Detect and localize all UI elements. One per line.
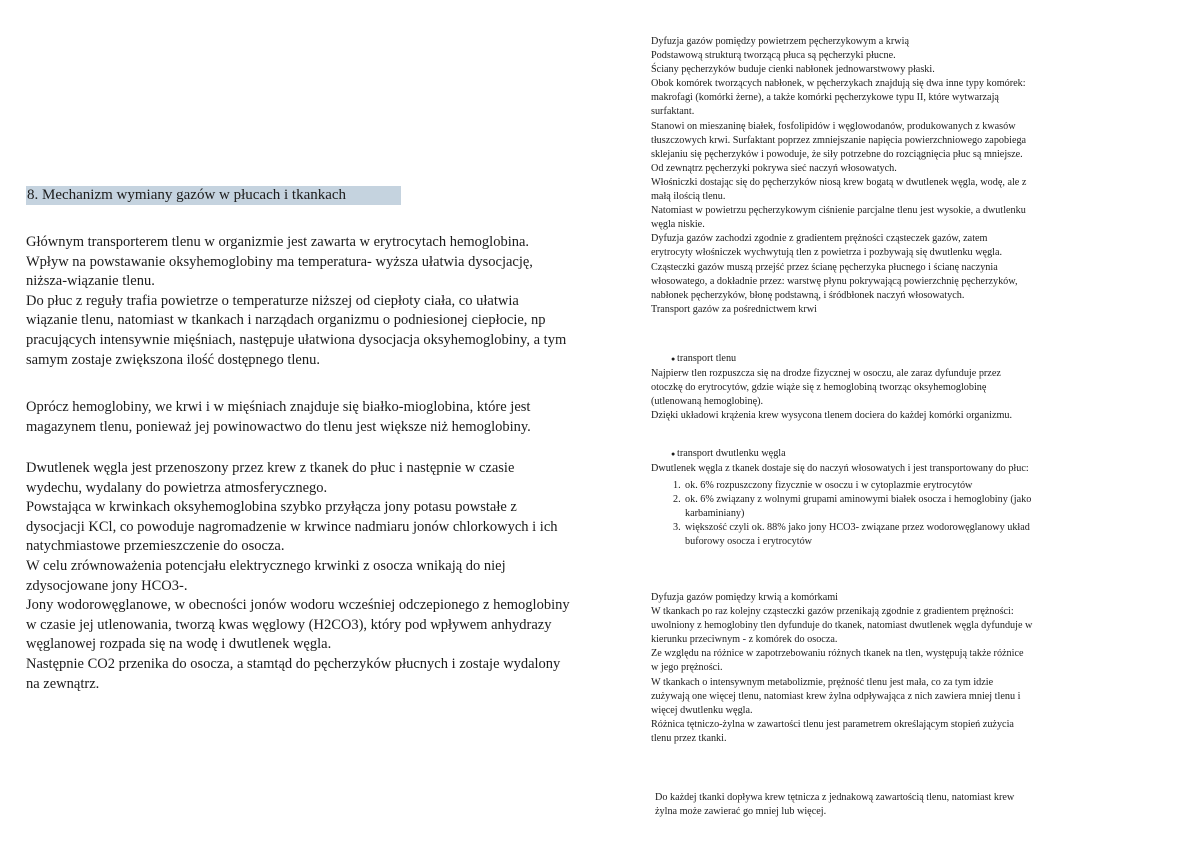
list-number: 1.: [673, 480, 681, 491]
text-line: włosowatego, a dokładnie przez: warstwę płynu pokrywającą powierzchnię pęcherzyków,: [651, 275, 1018, 287]
bullet-co2: [651, 447, 1103, 461]
text-line: Natomiast w powietrzu pęcherzykowym ciśnienie parcjalne tlenu jest wysokie, a dwutlenku: [651, 205, 1026, 217]
text-line: (utlenowaną hemoglobinę).: [651, 396, 764, 408]
alveolar-diffusion-text: [651, 35, 1103, 317]
text-line: natychmiastowe przemieszczenie do osocza.: [26, 538, 285, 555]
list-item: buforowy osocza i erytrocytów: [685, 536, 813, 548]
text-line: węgla niskie.: [651, 219, 705, 231]
text-line: wiązanie tlenu, natomiast w tkankach i narządach organizmu o podniesionej ciepłocie, np: [26, 312, 546, 329]
text-line: węglanowej rozpada się na wodę i dwutlenek węgla.: [26, 636, 332, 653]
text-line: Obok komórek tworzących nabłonek, w pęcherzykach znajdują się dwa inne typy komórek:: [651, 78, 1026, 90]
list-number: 3.: [673, 522, 681, 534]
text-line: sklejaniu się pęcherzyków i powoduje, że siły potrzebne do rozciągnięcia płuc są mniejsze.: [651, 148, 1023, 160]
text-line: tłuszczowych krwi. Surfaktant poprzez zmniejszanie napięcia powierzchniowego zapobiega: [651, 134, 1027, 146]
bullet-oxygen: [651, 352, 1103, 366]
text-line: Dyfuzja gazów zachodzi zgodnie z gradientem prężności cząsteczek gazów, zatem: [651, 233, 988, 245]
text-line: Dyfuzja gazów pomiędzy powietrzem pęcherzykowym a krwią: [651, 36, 909, 47]
paragraph-myoglobin: [26, 398, 626, 437]
text-line: samym zostaje zwiększona ilość dostępnego tlenu.: [26, 351, 320, 368]
list-item: karbaminiany): [685, 508, 745, 520]
text-line: magazynem tlenu, ponieważ jej powinowactwo do tlenu jest większe niż hemoglobiny.: [26, 418, 531, 435]
text-line: erytrocyty włośniczek wychwytują tlen z powietrza i pozbywają się dwutlenku węgla.: [651, 247, 1003, 259]
text-line: kierunku przeciwnym - z komórek do osocza.: [651, 634, 838, 646]
text-line: żylna może zawierać go mniej lub więcej.: [655, 806, 827, 818]
text-line: w jego prężności.: [651, 662, 723, 674]
text-line: w czasie jej utlenowania, tworzą kwas węglowy (H2CO3), który pod wpływem anhydrazy: [26, 616, 552, 633]
text-line: nabłonek pęcherzyków, błonę podstawną, i śródbłonek naczyń włosowatych.: [651, 289, 965, 301]
text-line: tlenu przez tkanki.: [651, 732, 727, 744]
text-line: W tkankach o intensywnym metabolizmie, prężność tlenu jest mała, co za tym idzie: [651, 676, 994, 688]
text-line: Włośniczki dostając się do pęcherzyków niosą krew bogatą w dwutlenek węgla, wodę, ale z: [651, 176, 1027, 188]
text-line: Dyfuzja gazów pomiędzy krwią a komórkami: [651, 592, 838, 603]
text-line: W celu zrównoważenia potencjału elektrycznego krwinki z osocza wnikają do niej: [26, 557, 506, 574]
co2-numbered-list: [651, 479, 1103, 549]
bullet-item: ● transport dwutlenku węgla: [651, 447, 1103, 461]
text-line: dysocjacji KCl, co powoduje nagromadzenie w krwince nadmiaru jonów chlorkowych i ich: [26, 518, 558, 535]
list-item: 1. ok. 6% rozpuszczony fizycznie w osoczu i w cytoplazmie erytrocytów: [651, 479, 1103, 493]
text-line: Różnica tętniczo-żylna w zawartości tlenu jest parametrem określającym stopień zużycia: [651, 718, 1014, 730]
tissue-diffusion-text: [651, 591, 1103, 746]
section-heading: 8. Mechanizm wymiany gazów w płucach i tkankach: [26, 186, 401, 205]
text-line: wydechu, wydalany do powietrza atmosferycznego.: [26, 479, 328, 496]
text-line: Podstawową strukturą tworzącą płuca są pęcherzyki płucne.: [651, 50, 896, 62]
text-line: Dwutlenek węgla jest przenoszony przez krew z tkanek do płuc i następnie w czasie: [26, 460, 515, 476]
list-number: 2.: [673, 494, 681, 506]
text-line: małą ilością tlenu.: [651, 191, 726, 203]
list-item: 3. większość czyli ok. 88% jako jony HCO3- związane przez wodorowęglanowy układ: [651, 521, 1103, 535]
text-line: zużywają one więcej tlenu, natomiast krew żylna odpływająca z nich zawiera mniej tlenu i: [651, 690, 1021, 702]
text-line: Jony wodorowęglanowe, w obecności jonów wodoru wcześniej odczepionego z hemoglobiny: [26, 597, 570, 614]
list-item: 2. ok. 6% związany z wolnymi grupami aminowymi białek osocza i hemoglobiny (jako: [651, 493, 1103, 507]
text-line: na zewnątrz.: [26, 675, 100, 692]
text-line: Od zewnątrz pęcherzyki pokrywa sieć naczyń włosowatych.: [651, 162, 897, 174]
paragraph-co2-transport: [26, 459, 626, 694]
text-line: uwolniony z hemoglobiny tlen dyfunduje do tkanek, natomiast dwutlenek węgla dyfunduje w: [651, 620, 1033, 632]
text-line: Ze względu na różnice w zapotrzebowaniu różnych tkanek na tlen, występują także różnice: [651, 648, 1024, 660]
text-line: Transport gazów za pośrednictwem krwi: [651, 303, 817, 315]
text-line: Powstająca w krwinkach oksyhemoglobina szybko przyłącza jony potasu powstałe z: [26, 499, 517, 516]
text-line: Stanowi on mieszaninę białek, fosfolipidów i węglowodanów, produkowanych z kwasów: [651, 120, 1016, 132]
text-line: Dwutlenek węgla z tkanek dostaje się do naczyń włosowatych i jest transportowany do płuc:: [651, 463, 1029, 474]
text-line: pracujących intensywnie mięśniach, następuje ułatwiona dysocjacja oksyhemoglobiny, a tym: [26, 331, 567, 348]
text-line: Wpływ na powstawanie oksyhemoglobiny ma temperatura- wyższa ułatwia dysocjację,: [26, 253, 533, 270]
closing-note: [655, 791, 1107, 819]
text-line: surfaktant.: [651, 106, 695, 118]
text-line: niższa-wiązanie tlenu.: [26, 273, 155, 290]
bullet-item: ● transport tlenu: [651, 352, 1103, 366]
text-line: Cząsteczki gazów muszą przejść przez ścianę pęcherzyka płucnego i ścianę naczynia: [651, 261, 998, 273]
text-line: otoczkę do erytrocytów, gdzie wiąże się z hemoglobiną tworząc oksyhemoglobinę: [651, 382, 987, 394]
text-line: Do każdej tkanki dopływa krew tętnicza z jednakową zawartością tlenu, natomiast krew: [655, 792, 1015, 803]
text-line: zdysocjowane jony HCO3-.: [26, 577, 188, 594]
co2-intro: [651, 462, 1103, 476]
oxygen-transport-text: [651, 367, 1103, 423]
text-line: Oprócz hemoglobiny, we krwi i w mięśniach znajduje się białko-mioglobina, które jest: [26, 399, 531, 415]
text-line: Następnie CO2 przenika do osocza, a stamtąd do pęcherzyków płucnych i zostaje wydalony: [26, 655, 561, 672]
text-line: Dzięki układowi krążenia krew wysycona tlenem dociera do każdej komórki organizmu.: [651, 410, 1013, 422]
text-line: W tkankach po raz kolejny cząsteczki gazów przenikają zgodnie z gradientem prężności:: [651, 606, 1014, 618]
text-line: Głównym transporterem tlenu w organizmie jest zawarta w erytrocytach hemoglobina.: [26, 234, 530, 250]
text-line: więcej dwutlenku węgla.: [651, 704, 753, 716]
text-line: Najpierw tlen rozpuszcza się na drodze fizycznej w osoczu, ale zaraz dyfunduje przez: [651, 368, 1001, 379]
text-line: Ściany pęcherzyków buduje cienki nabłonek jednowarstwowy płaski.: [651, 64, 935, 76]
text-line: Do płuc z reguły trafia powietrze o temperaturze niższej od ciepłoty ciała, co ułatwia: [26, 292, 519, 309]
text-line: makrofagi (komórki żerne), a także komórki pęcherzykowe typu II, które wytwarzają: [651, 92, 999, 104]
paragraph-hemoglobin: [26, 233, 626, 370]
